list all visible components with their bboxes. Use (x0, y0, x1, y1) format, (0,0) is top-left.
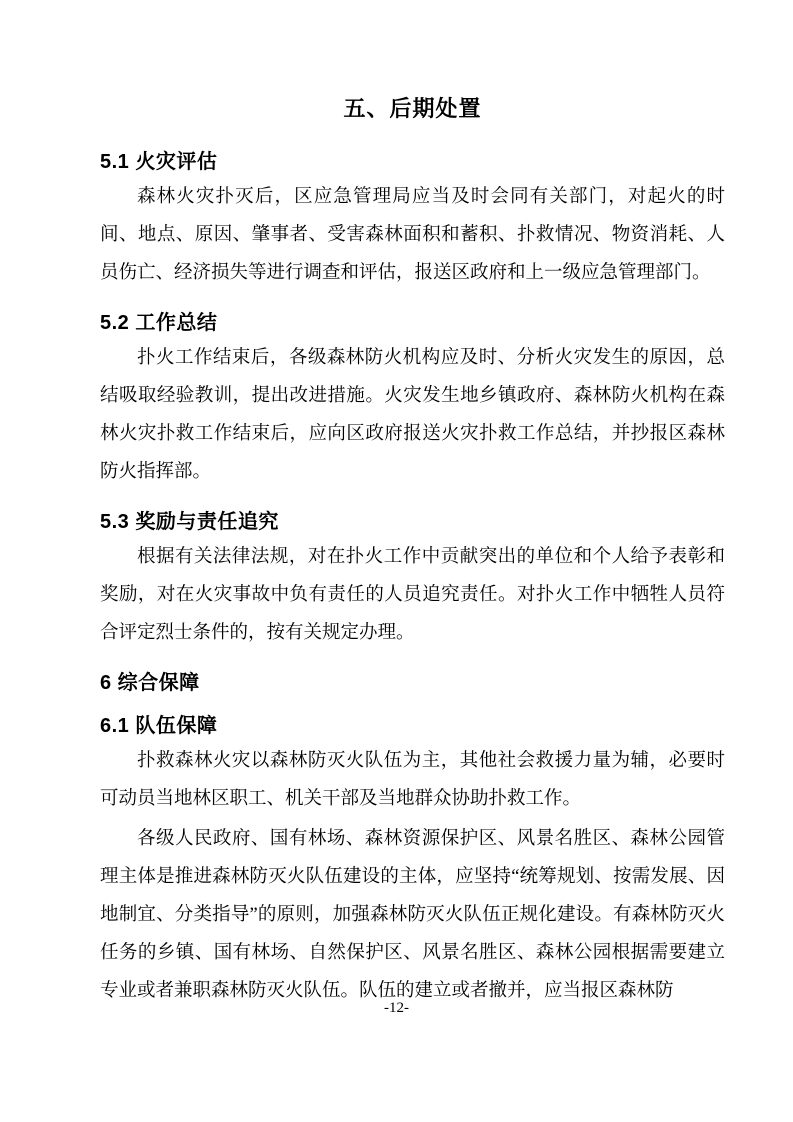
section-heading: 5.2 工作总结 (100, 312, 218, 334)
section-reward-accountability (100, 505, 725, 652)
section-heading: 6.1 队伍保障 (100, 715, 218, 737)
paragraph: 各级人民政府、国有林场、森林资源保护区、风景名胜区、森林公园管理主体是推进森林防灭火队伍建设的主体，应坚持“统筹规划、按需发展、因地制宜、分类指导”的原则，加强森林防灭火队伍正规化建设。有森林防灭火任务的乡镇、国有林场、自然保护区、风景名胜区、森林公园根据需要建立专业或者兼职森林防灭火队伍。队伍的建立或者撤并，应当报区森林防 (100, 829, 725, 1001)
paragraph: 扑救森林火灾以森林防灭火队伍为主，其他社会救援力量为辅，必要时可动员当地林区职工、机关干部及当地群众协助扑救工作。 (100, 751, 725, 809)
section-work-summary (100, 306, 725, 491)
paragraph: 扑火工作结束后，各级森林防火机构应及时、分析火灾发生的原因，总结吸取经验教训，提出改进措施。火灾发生地乡镇政府、森林防火机构在森林火灾扑救工作结束后，应向区政府报送火灾扑救工作总结，并抄报区森林防火指挥部。 (100, 348, 725, 482)
page-title: 五、后期处置 (343, 96, 482, 121)
document-body (100, 92, 725, 1012)
section-heading: 5.1 火灾评估 (100, 151, 218, 173)
section-comprehensive-support (100, 666, 725, 695)
section-heading: 5.3 奖励与责任追究 (100, 511, 279, 533)
section-heading: 6 综合保障 (100, 672, 200, 694)
section-fire-assessment (100, 145, 725, 292)
section-team-support (100, 709, 725, 1010)
page-number: -12- (384, 1000, 409, 1016)
paragraph: 根据有关法律法规，对在扑火工作中贡献突出的单位和个人给予表彰和奖励，对在火灾事故中负有责任的人员追究责任。对扑火工作中牺牲人员符合评定烈士条件的，按有关规定办理。 (100, 547, 725, 643)
paragraph: 森林火灾扑灭后，区应急管理局应当及时会同有关部门，对起火的时间、地点、原因、肇事者、受害森林面积和蓄积、扑救情况、物资消耗、人员伤亡、经济损失等进行调查和评估，报送区政府和上一级应急管理部门。 (100, 187, 725, 283)
